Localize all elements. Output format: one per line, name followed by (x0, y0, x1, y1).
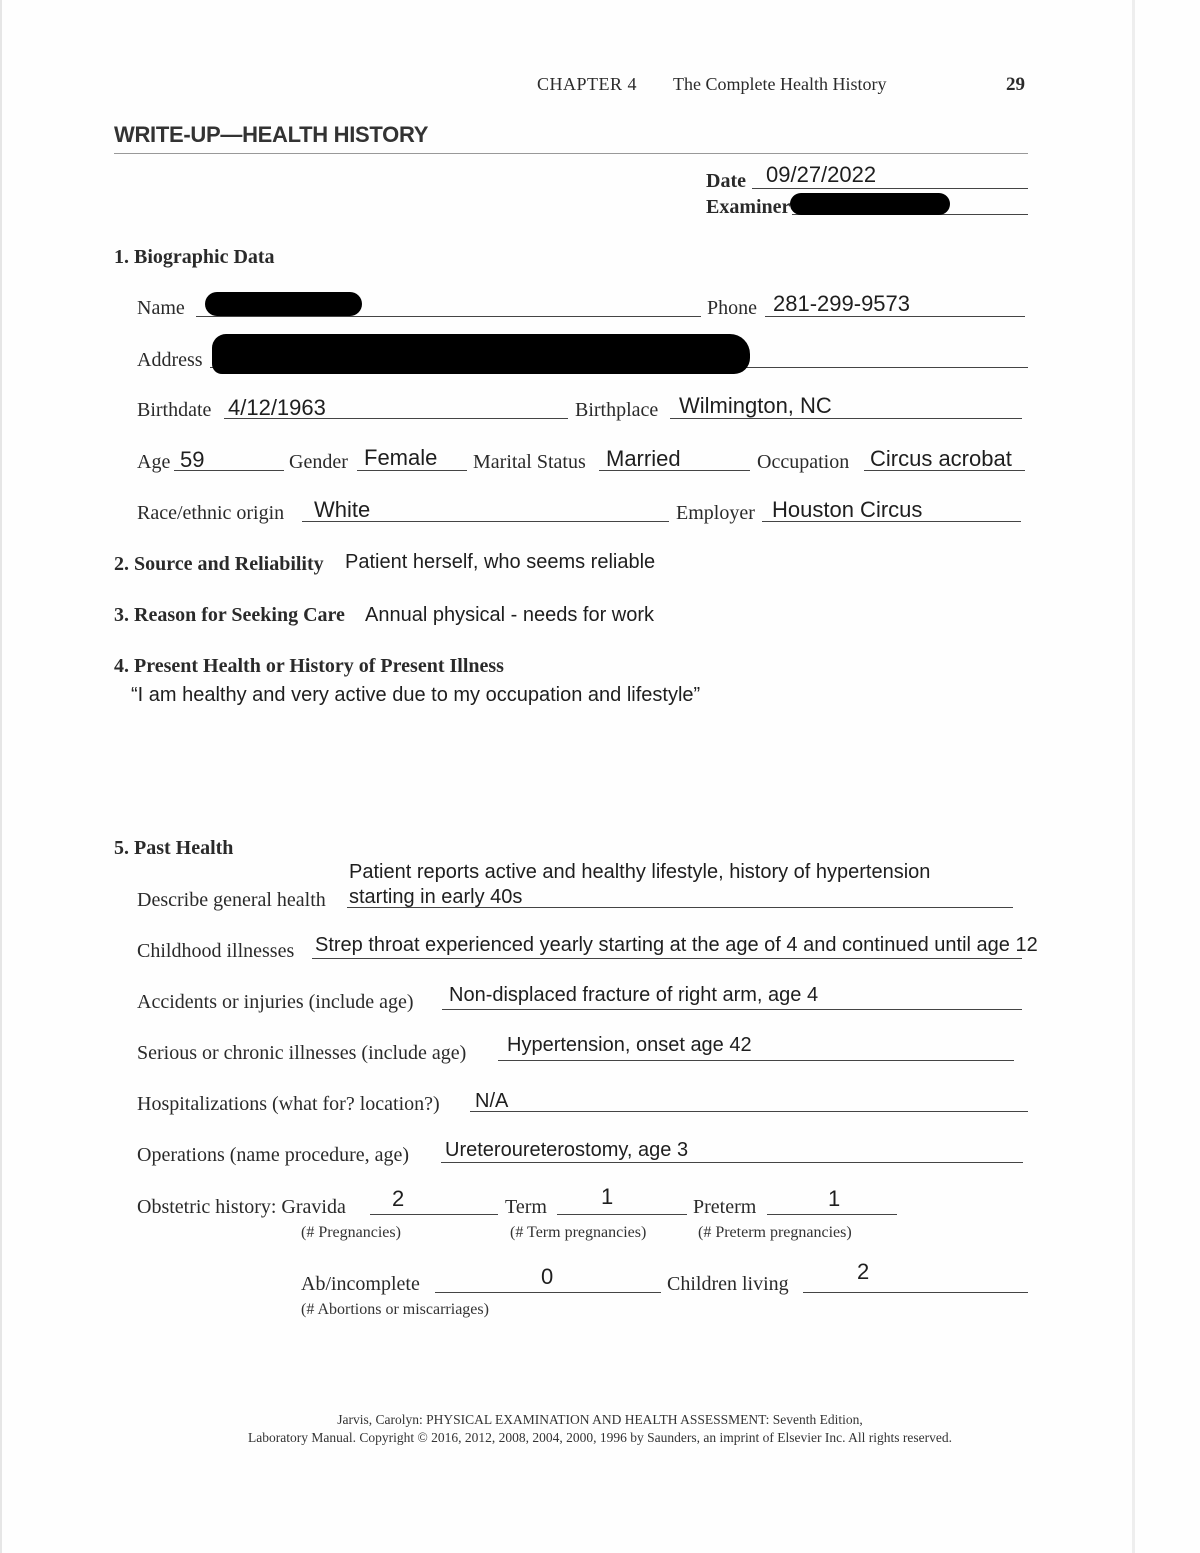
ab-value[interactable]: 0 (541, 1264, 554, 1289)
address-label: Address (137, 349, 203, 371)
name-line (196, 316, 701, 317)
section1-title: 1. Biographic Data (114, 246, 275, 268)
hospitalizations-line (470, 1111, 1028, 1112)
race-value[interactable]: White (314, 497, 371, 522)
ab-label: Ab/incomplete (301, 1273, 420, 1295)
chronic-value[interactable]: Hypertension, onset age 42 (507, 1034, 752, 1056)
general-health-value-line2[interactable]: starting in early 40s (349, 886, 523, 908)
operations-line (441, 1162, 1023, 1163)
address-redaction (212, 334, 750, 374)
occupation-value[interactable]: Circus acrobat (870, 446, 1012, 471)
ab-sublabel: (# Abortions or miscarriages) (301, 1301, 489, 1318)
preterm-line (767, 1214, 897, 1215)
preterm-sublabel: (# Preterm pregnancies) (698, 1224, 852, 1241)
form-title: WRITE-UP—HEALTH HISTORY (114, 122, 429, 147)
birthplace-value[interactable]: Wilmington, NC (679, 393, 832, 418)
ab-line (435, 1292, 661, 1293)
footer-line-1: Jarvis, Carolyn: PHYSICAL EXAMINATION AND HEALTH ASSESSMENT: Seventh Edition, (337, 1412, 863, 1427)
section3-title: 3. Reason for Seeking Care (114, 604, 345, 626)
marital-label: Marital Status (473, 451, 586, 473)
scan-right-edge (1132, 0, 1135, 1553)
preterm-label: Preterm (693, 1196, 757, 1218)
title-rule (114, 153, 1028, 154)
preterm-value[interactable]: 1 (828, 1186, 841, 1211)
occupation-label: Occupation (757, 451, 850, 473)
gender-value[interactable]: Female (364, 445, 438, 470)
general-health-value-line1[interactable]: Patient reports active and healthy lifestyle, history of hypertension (349, 861, 931, 883)
section2-title: 2. Source and Reliability (114, 553, 324, 575)
date-line (752, 188, 1028, 189)
term-value[interactable]: 1 (601, 1184, 614, 1209)
section4-title: 4. Present Health or History of Present Illness (114, 655, 504, 677)
term-line (557, 1214, 687, 1215)
hospitalizations-label: Hospitalizations (what for? location?) (137, 1093, 440, 1115)
operations-label: Operations (name procedure, age) (137, 1144, 410, 1166)
date-value[interactable]: 09/27/2022 (766, 162, 877, 187)
examiner-redaction (790, 193, 950, 215)
accidents-line (442, 1009, 1022, 1010)
name-label: Name (137, 297, 185, 319)
examiner-label: Examiner (706, 196, 791, 218)
gender-label: Gender (289, 451, 348, 473)
section4-value[interactable]: “I am healthy and very active due to my occupation and lifestyle” (131, 684, 701, 706)
age-value[interactable]: 59 (180, 447, 205, 472)
accidents-value[interactable]: Non-displaced fracture of right arm, age 4 (449, 984, 819, 1006)
phone-label: Phone (707, 297, 757, 319)
gravida-line (370, 1214, 498, 1215)
birthplace-label: Birthplace (575, 399, 659, 421)
term-sublabel: (# Term pregnancies) (510, 1224, 647, 1241)
birthdate-label: Birthdate (137, 399, 212, 421)
race-label: Race/ethnic origin (137, 502, 285, 524)
children-value[interactable]: 2 (857, 1259, 870, 1284)
general-health-label: Describe general health (137, 889, 326, 911)
chapter-title: The Complete Health History (673, 74, 887, 94)
birthdate-value[interactable]: 4/12/1963 (228, 395, 326, 420)
chronic-label: Serious or chronic illnesses (include age) (137, 1042, 467, 1064)
hospitalizations-value[interactable]: N/A (475, 1090, 509, 1112)
chronic-line (498, 1060, 1014, 1061)
page-number: 29 (1006, 74, 1025, 95)
gravida-sublabel: (# Pregnancies) (301, 1224, 401, 1241)
age-label: Age (137, 451, 171, 473)
chapter-number: CHAPTER 4 (537, 74, 638, 94)
date-label: Date (706, 170, 746, 192)
term-label: Term (505, 1196, 547, 1218)
footer-line-2: Laboratory Manual. Copyright © 2016, 2012, 2008, 2004, 2000, 1996 by Saunders, an imprint of Elsevier Inc. All rights reserved. (248, 1430, 952, 1445)
gravida-label: Obstetric history: Gravida (137, 1196, 346, 1218)
name-redaction (205, 292, 362, 316)
children-label: Children living (667, 1273, 789, 1295)
section5-title: 5. Past Health (114, 837, 234, 859)
accidents-label: Accidents or injuries (include age) (137, 991, 414, 1013)
employer-label: Employer (676, 502, 755, 524)
scan-left-edge (0, 0, 2, 1553)
children-line (803, 1292, 1028, 1293)
gravida-value[interactable]: 2 (392, 1186, 405, 1211)
section3-value[interactable]: Annual physical - needs for work (365, 604, 655, 626)
childhood-value[interactable]: Strep throat experienced yearly starting at the age of 4 and continued until age 12 (315, 934, 1038, 956)
phone-value[interactable]: 281-299-9573 (773, 291, 911, 316)
childhood-line (312, 958, 1022, 959)
operations-value[interactable]: Ureteroureterostomy, age 3 (445, 1139, 689, 1161)
employer-value[interactable]: Houston Circus (772, 497, 923, 522)
marital-value[interactable]: Married (606, 446, 681, 471)
section2-value[interactable]: Patient herself, who seems reliable (345, 551, 656, 573)
childhood-label: Childhood illnesses (137, 940, 295, 962)
